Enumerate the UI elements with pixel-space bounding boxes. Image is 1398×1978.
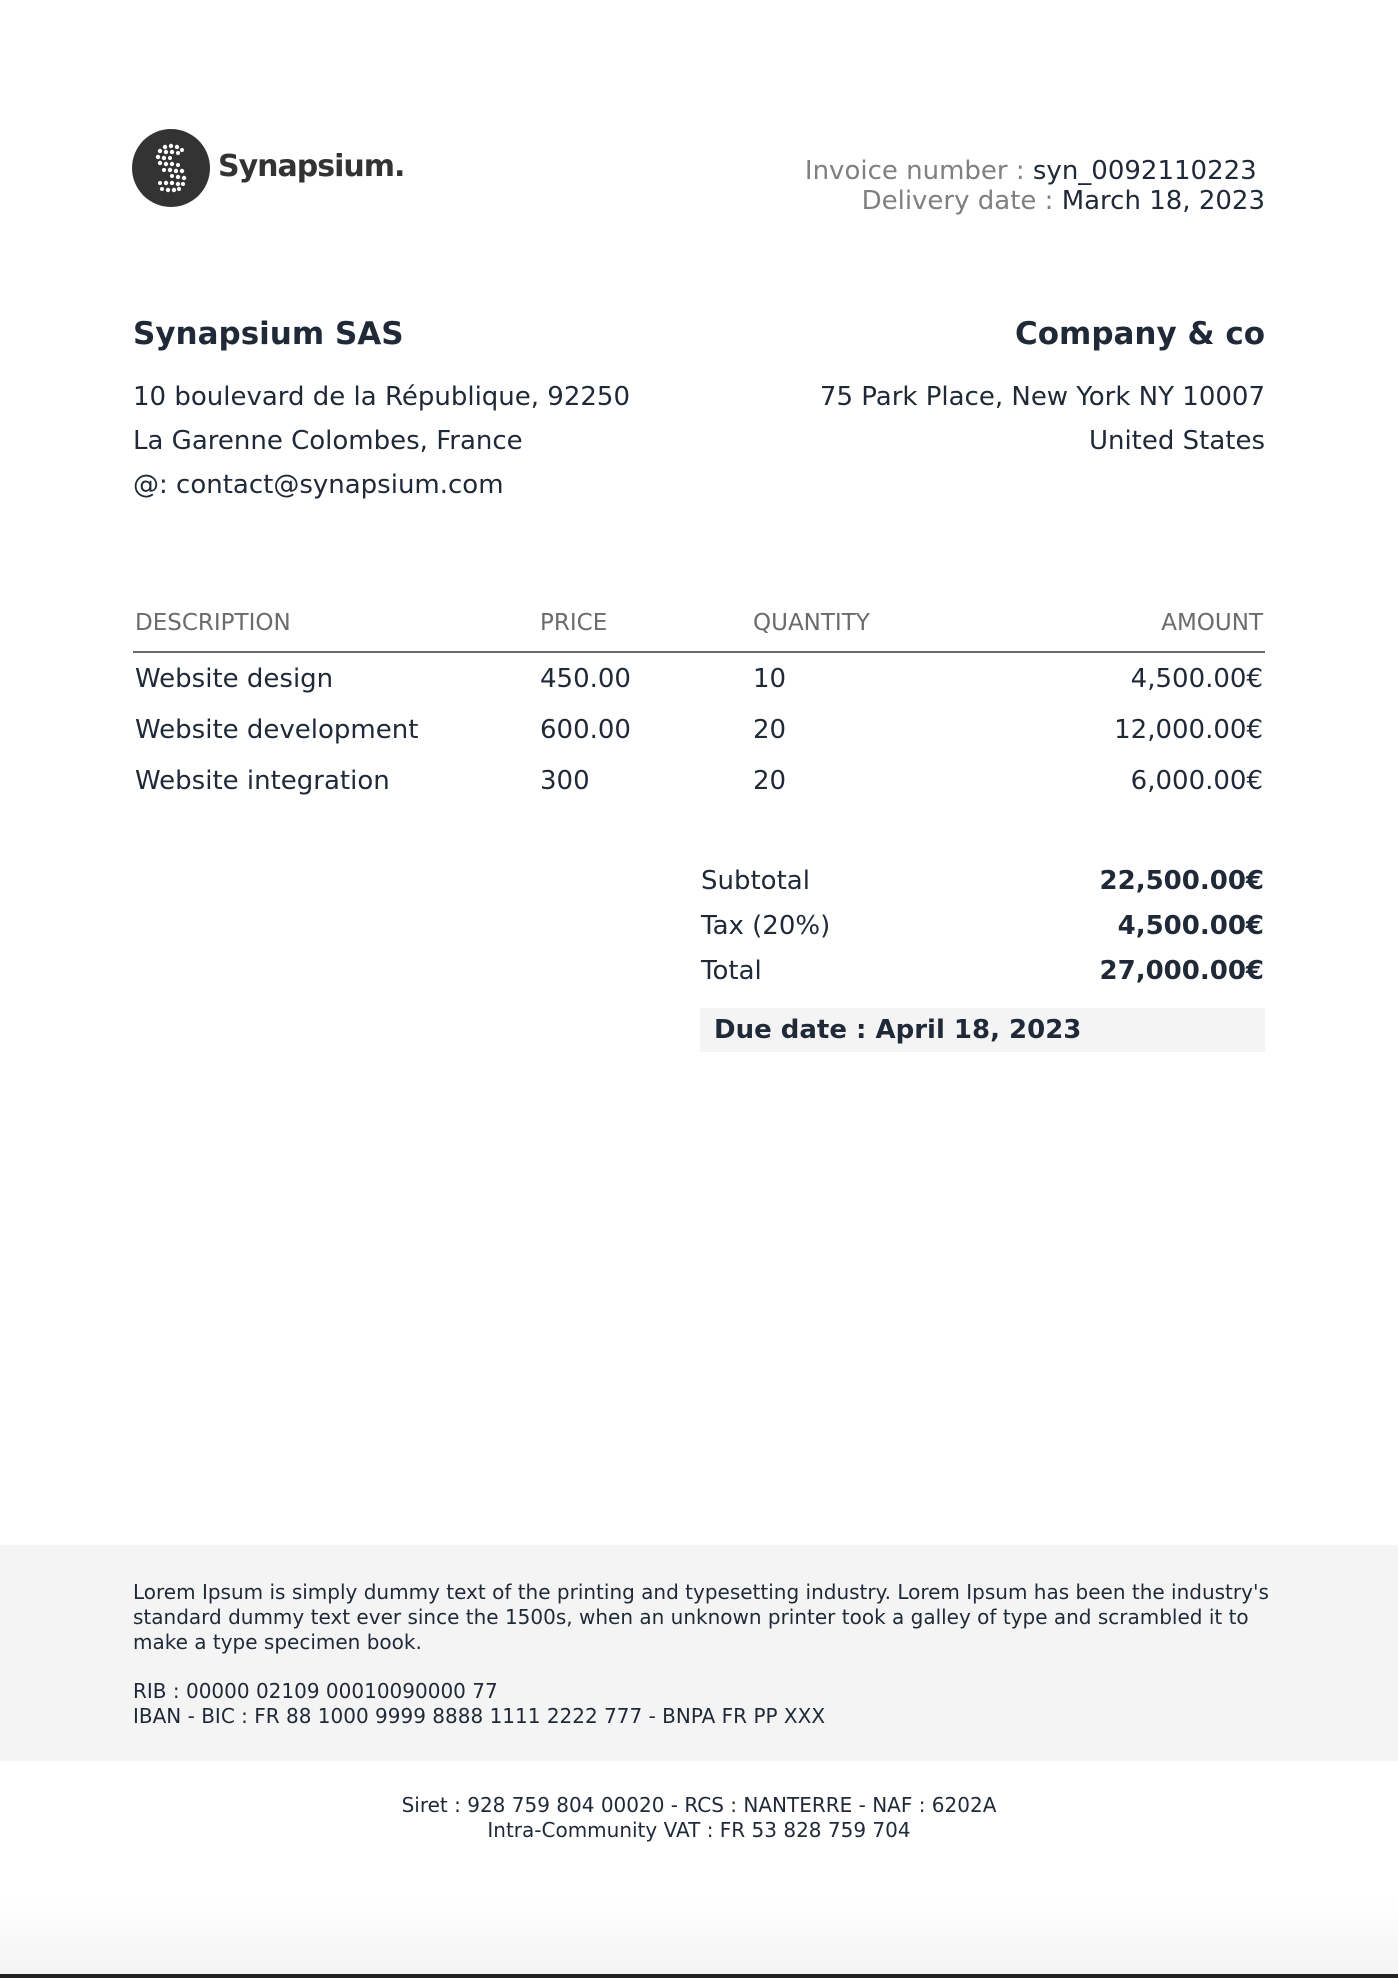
brand-wordmark: Synapsium.: [218, 148, 405, 184]
iban-line: IBAN - BIC : FR 88 1000 9999 8888 1111 2222 777 - BNPA FR PP XXX: [133, 1704, 826, 1728]
row-quantity: 20: [753, 714, 787, 745]
row-quantity: 10: [753, 663, 787, 694]
header-amount: AMOUNT: [1161, 610, 1263, 636]
subtotal-value: 22,500.00€: [1099, 865, 1264, 896]
total-value: 27,000.00€: [1099, 955, 1264, 986]
due-date-box: Due date : April 18, 2023: [700, 1008, 1265, 1052]
row-price: 300: [540, 765, 590, 796]
invoice-number-label: Invoice number :: [804, 156, 1025, 186]
header-price: PRICE: [540, 610, 608, 636]
dotted-s-icon: [132, 129, 210, 207]
bank-details: [133, 1679, 1273, 1729]
invoice-number-line: [805, 156, 1265, 186]
page-edge-divider: [0, 1974, 1398, 1978]
tax-label: Tax (20%): [701, 910, 831, 941]
synapsium-logo-icon: [132, 129, 210, 207]
totals-block: [700, 858, 1265, 1052]
legal-line1: Siret : 928 759 804 00020 - RCS : NANTERRE - NAF : 6202A: [401, 1793, 997, 1817]
items-table-header: [133, 597, 1265, 653]
row-description: Website design: [135, 663, 334, 694]
seller-email: @: contact@synapsium.com: [133, 470, 504, 500]
invoice-number-value: syn_0092110223: [1032, 156, 1257, 186]
delivery-date-label: Delivery date :: [861, 186, 1054, 216]
legal-line2: Intra-Community VAT : FR 53 828 759 704: [487, 1818, 911, 1842]
row-price: 450.00: [540, 663, 631, 694]
delivery-date-line: [805, 186, 1265, 216]
subtotal-row: [700, 858, 1265, 903]
row-price: 600.00: [540, 714, 631, 745]
subtotal-label: Subtotal: [701, 865, 810, 896]
row-description: Website development: [135, 714, 419, 745]
client-address-line1: 75 Park Place, New York NY 10007: [819, 382, 1265, 412]
notes-band: [0, 1545, 1398, 1761]
notes-content: [133, 1580, 1273, 1729]
delivery-date-value: March 18, 2023: [1061, 186, 1265, 216]
brand-logo: [132, 129, 404, 207]
total-label: Total: [701, 955, 762, 986]
row-description: Website integration: [135, 765, 390, 796]
seller-name: Synapsium SAS: [133, 316, 404, 352]
notes-body: Lorem Ipsum is simply dummy text of the printing and typesetting industry. Lorem Ipsum has been the industry's standard dummy text ever since the 1500s, when an unknown printer took a galley of type and scrambled it to make a type specimen book.: [133, 1580, 1269, 1654]
page-bottom-shadow: [0, 1900, 1398, 1974]
rib-line: RIB : 00000 02109 00010090000 77: [133, 1679, 498, 1703]
table-row: [133, 653, 1265, 704]
row-amount: 6,000.00€: [1130, 765, 1263, 796]
row-amount: 12,000.00€: [1114, 714, 1263, 745]
row-amount: 4,500.00€: [1130, 663, 1263, 694]
items-table: [133, 597, 1265, 806]
tax-row: [700, 903, 1265, 948]
total-row: [700, 948, 1265, 993]
legal-footer: [0, 1793, 1398, 1843]
seller-address-line1: 10 boulevard de la République, 92250: [133, 382, 631, 412]
invoice-meta: [805, 156, 1265, 216]
client-address-line2: United States: [1088, 426, 1265, 456]
header-quantity: QUANTITY: [753, 610, 870, 636]
seller-block: [133, 314, 630, 507]
client-block: [820, 314, 1265, 463]
client-name: Company & co: [1014, 316, 1265, 352]
tax-value: 4,500.00€: [1117, 910, 1264, 941]
seller-address-line2: La Garenne Colombes, France: [133, 426, 523, 456]
header-description: DESCRIPTION: [135, 610, 291, 636]
table-row: [133, 704, 1265, 755]
table-row: [133, 755, 1265, 806]
row-quantity: 20: [753, 765, 787, 796]
